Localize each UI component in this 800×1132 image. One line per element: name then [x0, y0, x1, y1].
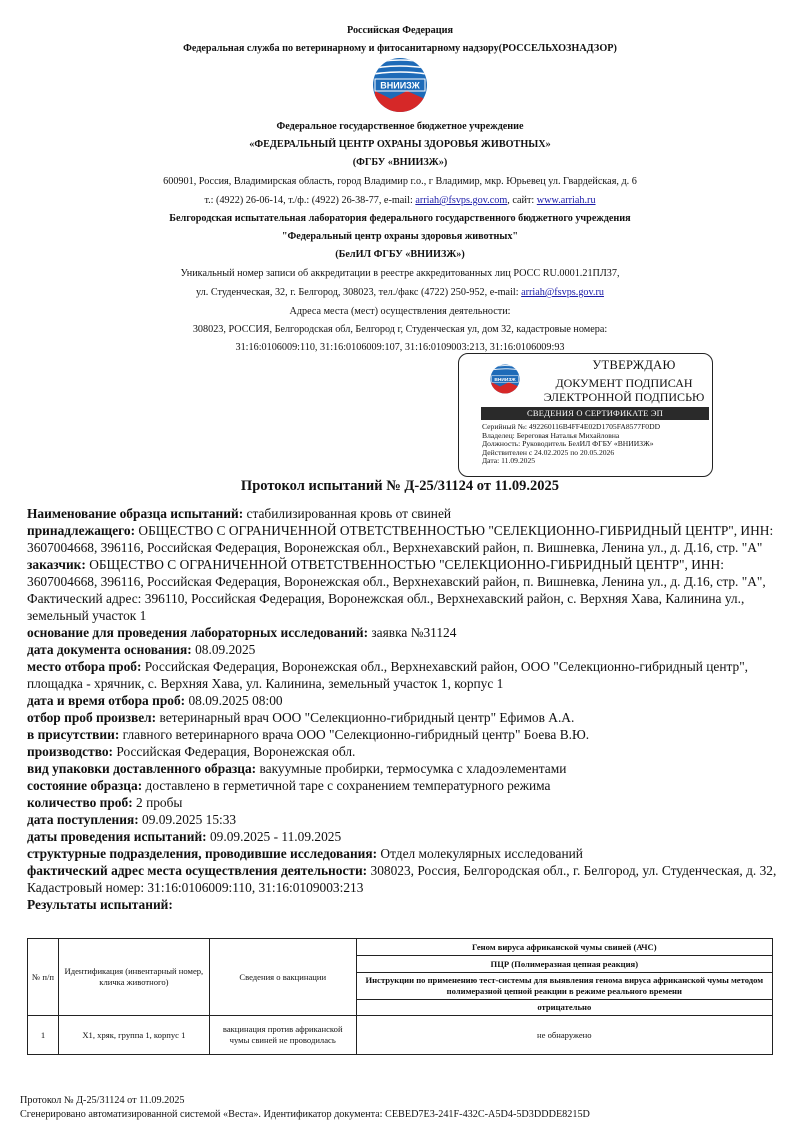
field-value: Российская Федерация, Воронежская обл. — [113, 744, 356, 759]
field-label: структурные подразделения, проводившие исследования: — [27, 846, 378, 861]
places-line-2: 31:16:0106009:110, 31:16:0106009:107, 31:16:0109003:213, 31:16:0106009:93 — [235, 342, 565, 353]
stamp-date: Дата: 11.09.2025 — [482, 456, 536, 466]
cell-result: не обнаружено — [356, 1016, 772, 1055]
places-line-1: 308023, РОССИЯ, Белгородская обл, Белгород г, Студенческая ул, дом 32, кадастровые номера: — [192, 324, 608, 335]
field-row — [27, 845, 777, 862]
field-value: главного ветеринарного врача ООО "Селекционно-гибридный центр" Боева В.Ю. — [119, 727, 590, 742]
header-identification: Идентификация (инвентарный номер, кличка животного) — [58, 939, 209, 1016]
signature-stamp — [458, 353, 713, 477]
field-row — [27, 641, 777, 658]
footer-generated: Сгенерировано автоматизированной системой «Веста». Идентификатор документа: CEBED7E3-241F-432C-A5D4-5D3DDDE8215D — [20, 1109, 590, 1120]
field-row — [27, 624, 777, 641]
footer-protocol: Протокол № Д-25/31124 от 11.09.2025 — [20, 1095, 185, 1106]
field-label: дата и время отбора проб: — [27, 693, 186, 708]
email-link-1[interactable]: arriah@fsvps.gov.com — [415, 195, 508, 206]
field-value: 09.09.2025 - 11.09.2025 — [206, 829, 342, 844]
field-label: место отбора проб: — [27, 659, 142, 674]
field-value: ОБЩЕСТВО С ОГРАНИЧЕННОЙ ОТВЕТСТВЕННОСТЬЮ "СЕЛЕКЦИОННО-ГИБРИДНЫЙ ЦЕНТР", ИНН: 3607004668, 396116, Российская Федерация, Воронежская обл., Верхнехавский район, п. Вишневка, Ленина ул., д. Д.16, стр. "А" — [27, 523, 774, 555]
stamp-cert-info — [482, 423, 710, 466]
stamp-valid: Действителен с 24.02.2025 по 20.05.2026 — [482, 447, 615, 457]
field-row — [27, 505, 777, 522]
org-name: «ФЕДЕРАЛЬНЫЙ ЦЕНТР ОХРАНЫ ЗДОРОВЬЯ ЖИВОТНЫХ» — [249, 139, 551, 150]
field-row — [27, 777, 777, 794]
org-address: 600901, Россия, Владимирская область, город Владимир г.о., г Владимир, мкр. Юрьевец ул. Гвардейская, д. 6 — [163, 176, 637, 187]
field-value: 308023, Россия, Белгородская обл., г. Белгород, ул. Студенческая, д. 32, Кадастровый номер: 31:16:0106009:110, 31:16:0109003:213 — [27, 863, 777, 895]
agency-line: Федеральная служба по ветеринарному и фитосанитарному надзору(РОССЕЛЬХОЗНАДЗОР) — [183, 43, 617, 54]
field-value: Отдел молекулярных исследований — [377, 846, 583, 861]
site-label: , сайт: — [507, 195, 537, 206]
field-value: ветеринарный врач ООО "Селекционно-гибридный центр" Ефимов А.А. — [156, 710, 575, 725]
lab-center: "Федеральный центр охраны здоровья животных" — [281, 231, 519, 242]
field-row — [27, 709, 777, 726]
field-value: 2 пробы — [132, 795, 183, 810]
field-label: принадлежащего: — [27, 523, 136, 538]
email-link-2[interactable]: arriah@fsvps.gov.ru — [521, 287, 604, 298]
field-row — [27, 811, 777, 828]
lab-name: Белгородская испытательная лаборатория федерального государственного бюджетного учреждения — [169, 213, 631, 224]
field-value: ОБЩЕСТВО С ОГРАНИЧЕННОЙ ОТВЕТСТВЕННОСТЬЮ "СЕЛЕКЦИОННО-ГИБРИДНЫЙ ЦЕНТР", ИНН: 3607004668, 396116, Российская Федерация, Воронежская обл., Верхнехавский район, п. Вишневка, Ленина ул., д. Д.16, стр. "А", Фактический адрес: 396110, Российская Федерация, Воронежская обл., Верхнехавский район, с. Верхняя Хава, Калинина ул., земельный участок 1 — [27, 557, 766, 623]
field-value: 08.09.2025 08:00 — [185, 693, 283, 708]
header-genome: Геном вируса африканской чумы свиней (АЧС) — [356, 939, 772, 956]
field-label: количество проб: — [27, 795, 133, 810]
vniizzh-logo — [361, 55, 439, 115]
stamp-signed — [539, 376, 709, 404]
field-label: основание для проведения лабораторных исследований: — [27, 625, 369, 640]
header-pcr: ПЦР (Полимеразная цепная реакция) — [356, 956, 772, 973]
lab-address-text: ул. Студенческая, 32, г. Белгород, 308023, тел./факс (4722) 250-952, e-mail: — [196, 287, 522, 298]
field-row — [27, 862, 777, 896]
field-label: дата поступления: — [27, 812, 139, 827]
field-label: дата документа основания: — [27, 642, 192, 657]
field-value: доставлено в герметичной таре с сохранением температурного режима — [142, 778, 551, 793]
stamp-signed-line-1: ДОКУМЕНТ ПОДПИСАН — [555, 376, 693, 390]
field-value: заявка №31124 — [368, 625, 457, 640]
field-value: 08.09.2025 — [191, 642, 256, 657]
field-label: вид упаковки доставленного образца: — [27, 761, 257, 776]
field-label: отбор проб произвел: — [27, 710, 157, 725]
field-label: Наименование образца испытаний: — [27, 506, 244, 521]
org-contacts — [0, 194, 800, 208]
logo-text: ВНИИЗЖ — [380, 80, 420, 91]
lab-address — [0, 286, 800, 300]
field-row — [27, 794, 777, 811]
field-value: 09.09.2025 15:33 — [138, 812, 237, 827]
field-row — [27, 692, 777, 709]
lab-short: (БелИЛ ФГБУ «ВНИИЗЖ») — [335, 249, 465, 260]
field-row — [27, 743, 777, 760]
table-row — [28, 1016, 773, 1055]
header-num: № п/п — [28, 939, 59, 1016]
field-value: стабилизированная кровь от свиней — [243, 506, 452, 521]
org-short: (ФГБУ «ВНИИЗЖ») — [352, 157, 448, 168]
results-table — [27, 938, 773, 1055]
stamp-approve: УТВЕРЖДАЮ — [592, 358, 676, 372]
protocol-fields — [27, 505, 777, 913]
stamp-serial: Серийный №: 492260116B4FF4E02D1705FA8577F0DD — [482, 422, 661, 431]
stamp-logo-text: ВНИИЗЖ — [494, 377, 516, 383]
field-row — [27, 726, 777, 743]
field-label: заказчик: — [27, 557, 86, 572]
field-label: фактический адрес места осуществления деятельности: — [27, 863, 368, 878]
stamp-signed-line-2: ЭЛЕКТРОННОЙ ПОДПИСЬЮ — [543, 390, 705, 404]
field-value: вакуумные пробирки, термосумка с хладоэлементами — [256, 761, 567, 776]
phones: т.: (4922) 26-06-14, т./ф.: (4922) 26-38-77, e-mail: — [204, 195, 416, 206]
cell-identification: Х1, хряк, группа 1, корпус 1 — [58, 1016, 209, 1055]
field-row — [27, 828, 777, 845]
cell-vaccination: вакцинация против африканской чумы свиней не проводилась — [209, 1016, 356, 1055]
stamp-owner: Владелец: Береговая Наталья Михайловна — [482, 430, 620, 440]
field-row — [27, 522, 777, 556]
header-vaccination: Сведения о вакцинации — [209, 939, 356, 1016]
field-row — [27, 658, 777, 692]
protocol-title: Протокол испытаний № Д-25/31124 от 11.09.2025 — [240, 478, 560, 494]
field-row — [27, 760, 777, 777]
places-title: Адреса места (мест) осуществления деятельности: — [289, 306, 511, 317]
field-label: даты проведения испытаний: — [27, 829, 207, 844]
field-label: Результаты испытаний: — [27, 897, 173, 912]
stamp-cert-bar: СВЕДЕНИЯ О СЕРТИФИКАТЕ ЭП — [481, 407, 709, 420]
field-value: Российская Федерация, Воронежская обл., Верхнехавский район, ООО "Селекционно-гибридный центр", площадка - хрячник, с. Верхняя Хава, ул. Калинина, земельный участок 1, корпус 1 — [27, 659, 749, 691]
header-instruction: Инструкции по применению тест-системы для выявления генома вируса африканской чумы методом полимеразной цепной реакции в режиме реального времени — [356, 973, 772, 1000]
header-norm: отрицательно — [356, 1000, 772, 1016]
country-line: Российская Федерация — [346, 25, 454, 36]
field-row — [27, 556, 777, 624]
field-label: в присутствии: — [27, 727, 120, 742]
accreditation: Уникальный номер записи об аккредитации в реестре аккредитованных лиц РОСС RU.0001.21ПЛ37, — [180, 268, 620, 279]
stamp-position: Должность: Руководитель БелИЛ ФГБУ «ВНИИЗЖ» — [482, 439, 654, 449]
stamp-logo — [484, 362, 526, 396]
org-type: Федеральное государственное бюджетное учреждение — [276, 121, 524, 132]
site-link[interactable]: www.arriah.ru — [536, 195, 596, 206]
field-label: состояние образца: — [27, 778, 143, 793]
field-row — [27, 896, 777, 913]
field-label: производство: — [27, 744, 113, 759]
cell-num: 1 — [28, 1016, 59, 1055]
